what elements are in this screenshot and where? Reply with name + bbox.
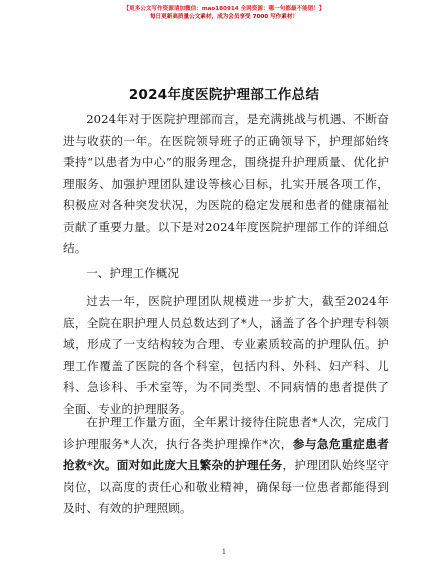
section-heading xyxy=(63,263,389,285)
section-paragraph-2-text xyxy=(63,412,389,520)
intro-paragraph xyxy=(63,109,389,260)
section-paragraph-2 xyxy=(63,412,389,520)
section-paragraph-1 xyxy=(63,291,389,420)
promo-banner-line-2: 每日更新高质量公文素材，成为会员享受 7000 写作素材！ xyxy=(149,14,299,20)
section-paragraph-1-text: 过去一年，医院护理团队规模进一步扩大，截至2024年底，全院在职护理人员总数达到了*人，涵盖了各个护理专科领域，形成了一支结构较为合理、专业素质较高的护理队伍。护理工作覆盖了医院的各个科室，包括内科、外科、妇产科、儿科、急诊科、手术室等，为不同类型、不同病情的患者提供了全面、专业的护理服务。 xyxy=(63,294,389,416)
promo-banner-line-1: 【更多公文写作资源请加微信：mao180914 全网资源：哪一句都最不能错！】 xyxy=(123,6,325,12)
section-heading-text: 一、护理工作概况 xyxy=(86,266,179,280)
paragraph-2-part-c: ，护理团队始终坚守岗位，以高度的责任心和敬业精神，确保每一位患者都能得到及时、有效的护理照顾。 xyxy=(63,458,390,515)
promo-banner xyxy=(0,5,448,21)
paragraph-2-part-a: 在护理工作量方面，全年累计接待住院患者*人次，完成门诊护理服务*人次，执行各类护理操作*次， xyxy=(63,415,389,451)
document-title: 2024年度医院护理部工作总结 xyxy=(128,87,320,103)
page-number: 1 xyxy=(221,548,227,556)
intro-text: 2024年对于医院护理部而言，是充满挑战与机遇、不断奋进与收获的一年。在医院领导班子的正确领导下，护理部始终秉持“以患者为中心”的服务理念，围绕提升护理质量、优化护理服务、加强护理团队建设等核心目标，扎实开展各项工作，积极应对各种突发状况，为医院的稳定发展和患者的健康福祉贡献了重要力量。以下是对2024年度医院护理部工作的详细总结。 xyxy=(63,112,389,255)
paragraph-2-bold-part: 参与急危重症患者抢救*次。面对如此庞大且繁杂的护理任务 xyxy=(63,436,389,472)
